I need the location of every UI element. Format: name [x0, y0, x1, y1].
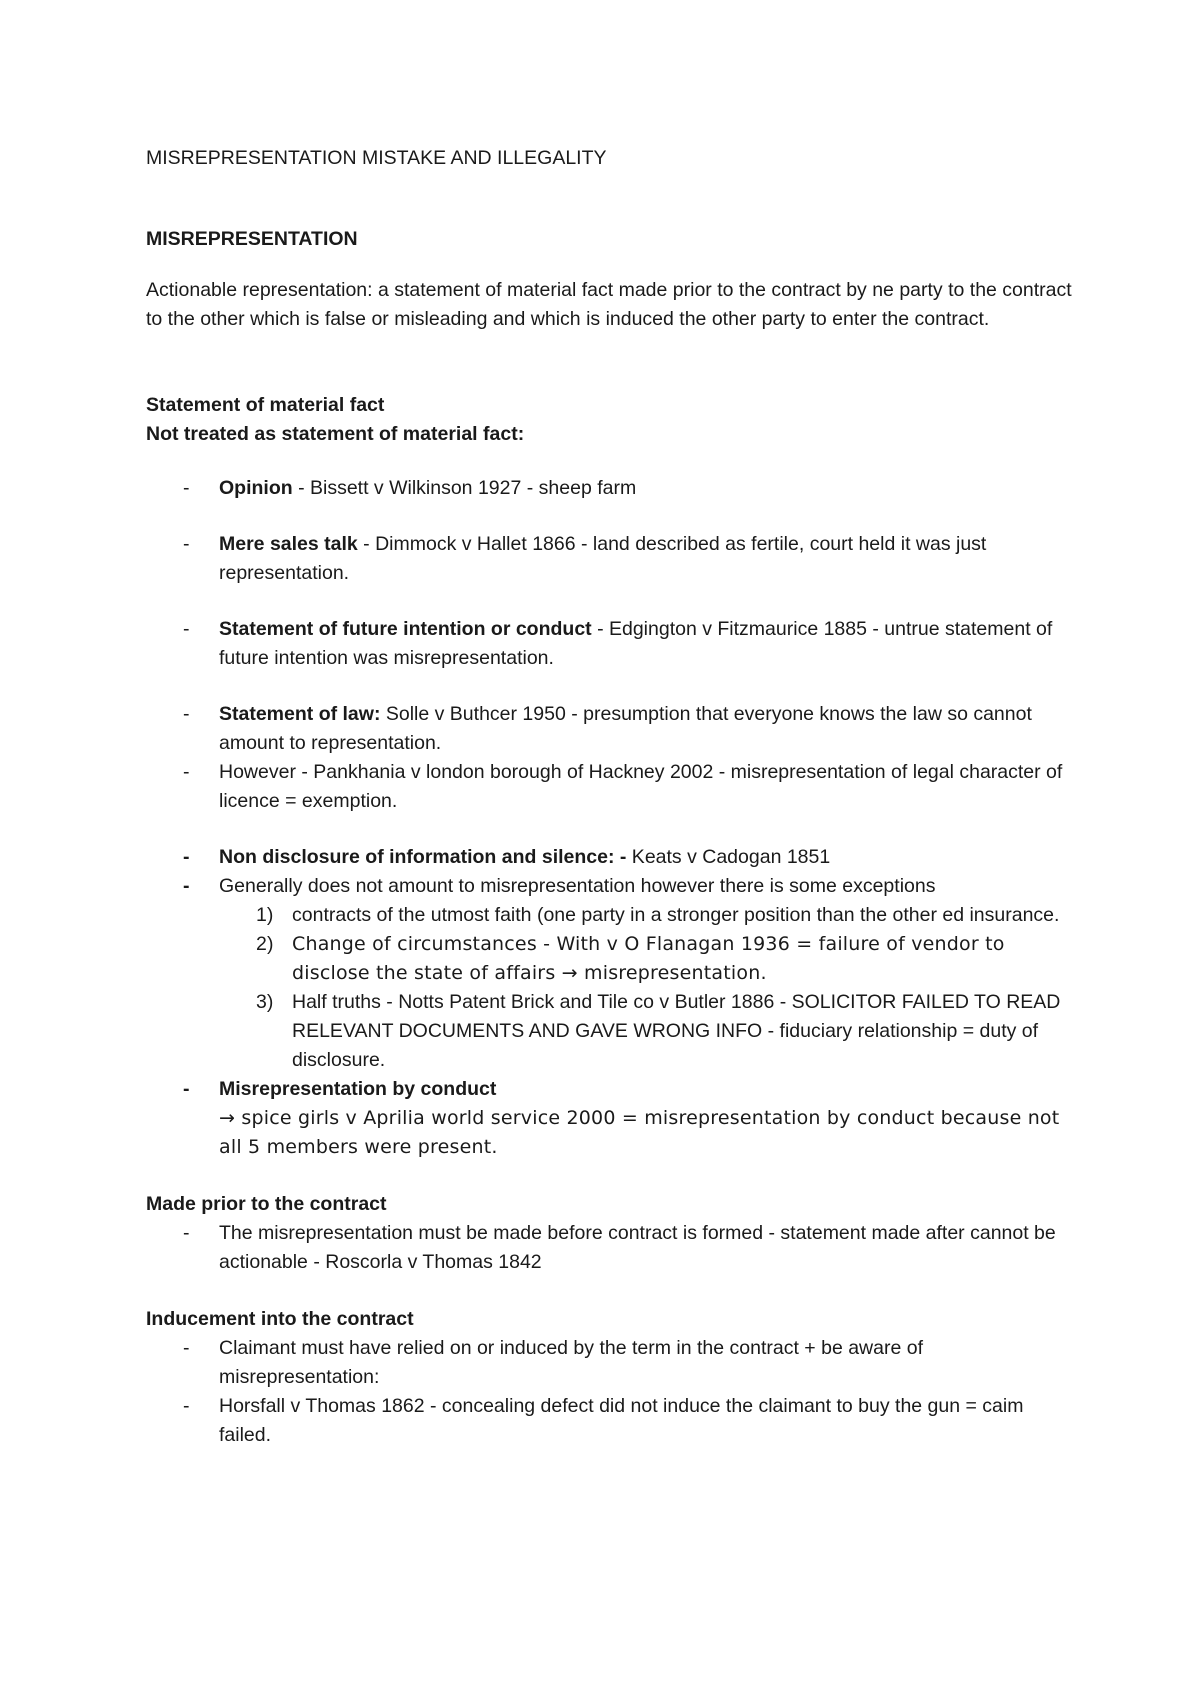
list-item [146, 530, 1076, 588]
item-bold: Non disclosure of information and silence: - [219, 846, 627, 868]
dash-bullet: - [183, 875, 190, 897]
subheading-inducement: Inducement into the contract [146, 1308, 414, 1330]
item-text: However - Pankhania v london borough of Hackney 2002 - misrepresentation of legal character of licence = exemption. [219, 761, 1063, 812]
list-item [146, 474, 1076, 503]
item-text: The misrepresentation must be made before contract is formed - statement made after cannot be actionable - Roscorla v Thomas 1842 [219, 1222, 1056, 1273]
item-text: contracts of the utmost faith (one party in a stronger position than the other ed insurance. [292, 904, 1060, 926]
subheading-prior: Made prior to the contract [146, 1193, 387, 1215]
numbered-item [146, 901, 1076, 930]
dash-bullet: - [183, 1222, 190, 1244]
list-item [146, 700, 1076, 758]
item-text: Change of circumstances - With v O Flanagan 1936 = failure of vendor to disclose the state of affairs → misrepresentation. [292, 933, 1005, 984]
list-item [146, 1392, 1076, 1450]
list-item [146, 1219, 1076, 1277]
item-text: Keats v Cadogan 1851 [626, 846, 831, 868]
subheading-not-treated: Not treated as statement of material fact: [146, 423, 525, 445]
item-bold: Misrepresentation by conduct [219, 1078, 497, 1100]
exclusions-list [146, 474, 1076, 1162]
list-item [146, 843, 1076, 872]
dash-bullet: - [183, 703, 190, 725]
item-number: 1) [256, 904, 274, 926]
item-text: Half truths - Notts Patent Brick and Tile co v Butler 1886 - SOLICITOR FAILED TO READ RELEVANT DOCUMENTS AND GAVE WRONG INFO - fiduciary relationship = duty of disclosure. [292, 991, 1061, 1071]
list-item [146, 872, 1076, 1075]
document-title: MISREPRESENTATION MISTAKE AND ILLEGALITY [146, 147, 607, 169]
dash-bullet: - [183, 533, 190, 555]
item-text: - Edgington v Fitzmaurice 1885 - untrue statement of future intention was misrepresentation. [219, 618, 1053, 669]
item-text: Horsfall v Thomas 1862 - concealing defect did not induce the claimant to buy the gun = caim failed. [219, 1395, 1024, 1446]
item-text: Generally does not amount to misrepresentation however there is some exceptions [219, 875, 936, 897]
item-text: Claimant must have relied on or induced by the term in the contract + be aware of misrepresentation: [219, 1337, 923, 1388]
subheading-statement-of-fact: Statement of material fact [146, 394, 385, 416]
item-bold: Mere sales talk [219, 533, 358, 555]
item-text: - Dimmock v Hallet 1866 - land described as fertile, court held it was just representation. [219, 533, 987, 584]
dash-bullet: - [183, 1078, 190, 1100]
dash-bullet: - [183, 761, 190, 783]
prior-list [146, 1219, 1076, 1277]
dash-bullet: - [183, 477, 190, 499]
list-item [146, 1334, 1076, 1392]
inducement-list [146, 1334, 1076, 1450]
section-heading: MISREPRESENTATION [146, 228, 358, 250]
item-number: 3) [256, 991, 274, 1013]
item-bold: Statement of future intention or conduct [219, 618, 592, 640]
numbered-item [146, 930, 1076, 988]
dash-bullet: - [183, 1337, 190, 1359]
list-item [146, 615, 1076, 673]
item-text: Solle v Buthcer 1950 - presumption that everyone knows the law so cannot amount to representation. [219, 703, 1032, 754]
dash-bullet: - [183, 1395, 190, 1417]
item-bold: Statement of law: [219, 703, 381, 725]
item-text: → spice girls v Aprilia world service 2000 = misrepresentation by conduct because not all 5 members were present. [219, 1107, 1060, 1158]
dash-bullet: - [183, 846, 190, 868]
list-item [146, 1075, 1076, 1162]
item-bold: Opinion [219, 477, 293, 499]
item-number: 2) [256, 933, 274, 955]
document-page [146, 144, 1076, 1450]
item-text: - Bissett v Wilkinson 1927 - sheep farm [292, 477, 637, 499]
list-item [146, 758, 1076, 816]
definition-paragraph: Actionable representation: a statement of material fact made prior to the contract by ne party to the contract to the other which is false or misleading and which is induced the other party to enter the contract. [146, 279, 1072, 330]
dash-bullet: - [183, 618, 190, 640]
numbered-item [146, 988, 1076, 1075]
exceptions-list [219, 901, 1076, 1075]
